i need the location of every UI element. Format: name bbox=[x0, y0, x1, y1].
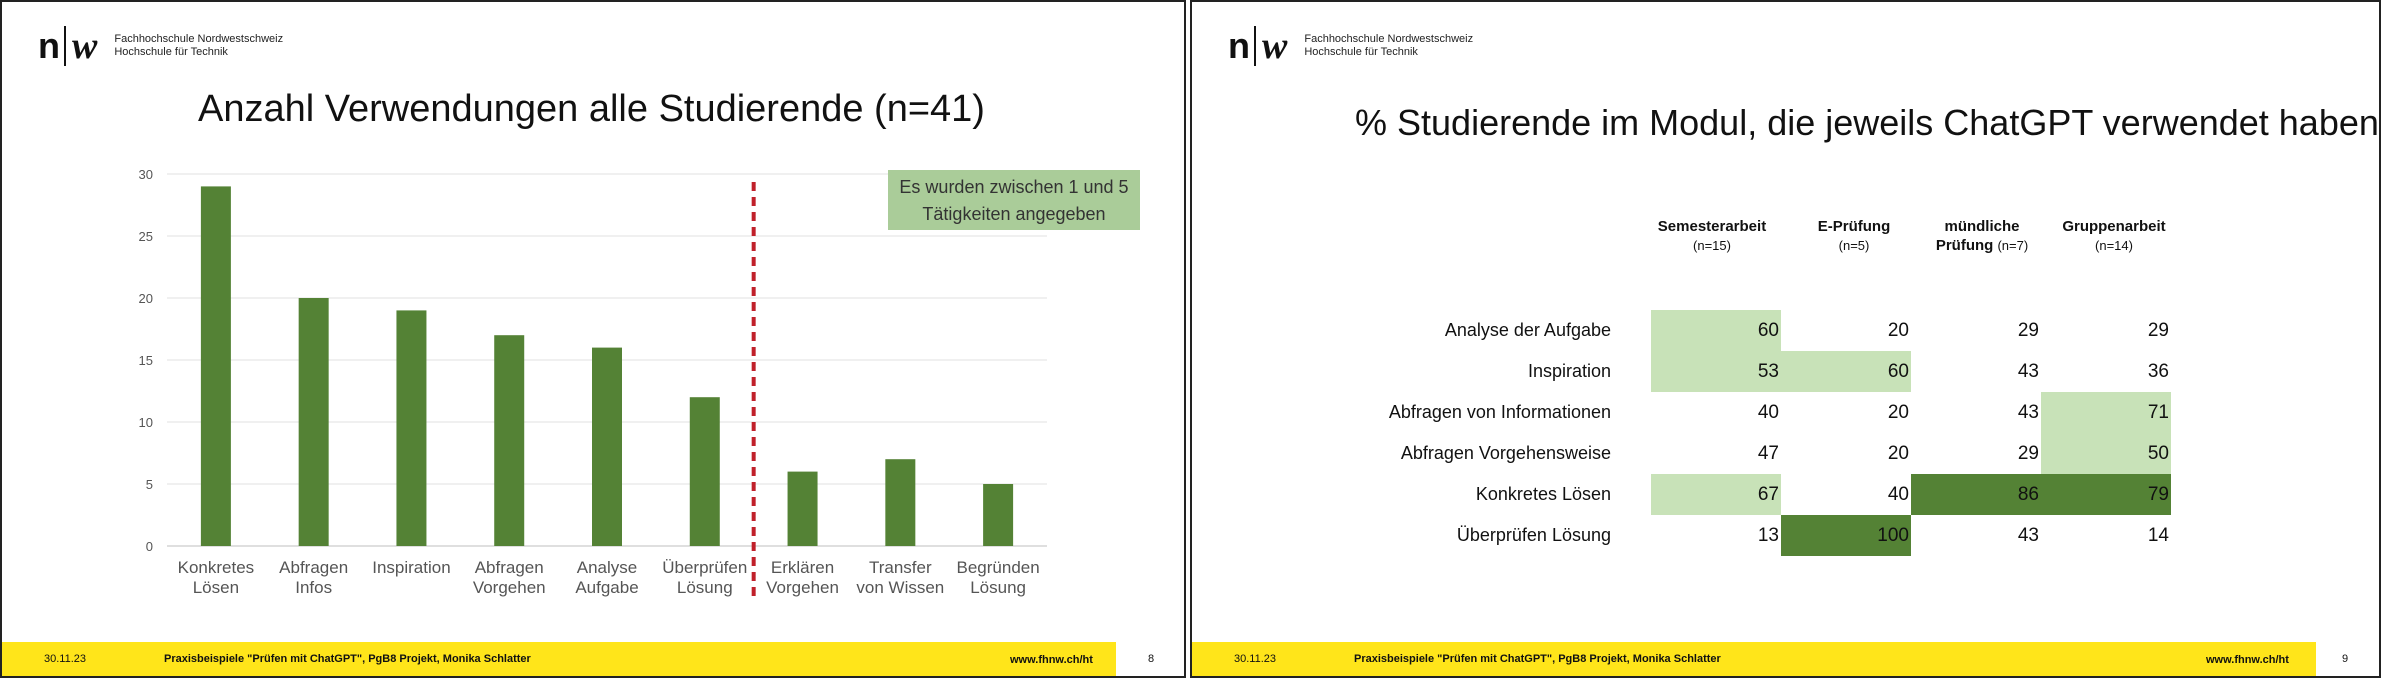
page-number: 8 bbox=[1148, 653, 1155, 665]
table-cell: 36 bbox=[2147, 361, 2169, 382]
footer-text: Praxisbeispiele "Prüfen mit ChatGPT", PgB8 Projekt, Monika Schlatter bbox=[164, 653, 531, 665]
bar bbox=[396, 310, 426, 546]
x-tick-label: Lösen bbox=[192, 578, 240, 597]
column-name: Semesterarbeit bbox=[1657, 218, 1767, 235]
x-tick-label: Abfragen bbox=[279, 558, 349, 577]
school-line-2: Hochschule für Technik bbox=[1304, 46, 1418, 58]
bar bbox=[299, 298, 329, 546]
x-tick-label: Lösung bbox=[970, 578, 1027, 597]
table-cell: 40 bbox=[1757, 402, 1779, 423]
table-cell: 20 bbox=[1887, 443, 1909, 464]
page-number: 9 bbox=[2342, 653, 2349, 665]
footer-date: 30.11.23 bbox=[1234, 653, 1277, 665]
table-cell: 40 bbox=[1887, 484, 1909, 505]
x-tick-label: Lösung bbox=[676, 578, 733, 597]
table-cell: 100 bbox=[1781, 515, 1911, 556]
x-tick-label: Überprüfen bbox=[662, 558, 748, 577]
table-cell: 29 bbox=[2017, 320, 2039, 341]
bar bbox=[690, 397, 720, 546]
row-label: Konkretes Lösen bbox=[1475, 484, 1611, 504]
table-cell: 79 bbox=[2041, 474, 2171, 515]
x-tick-label: Erklären bbox=[770, 558, 835, 577]
fhnw-logo bbox=[1228, 26, 1473, 66]
row-label: Abfragen Vorgehensweise bbox=[1400, 443, 1611, 463]
x-tick-label: Vorgehen bbox=[766, 578, 839, 597]
table-cell: 71 bbox=[2041, 392, 2171, 433]
y-tick-label: 10 bbox=[138, 415, 153, 430]
table-cell: 60 bbox=[1781, 351, 1911, 392]
x-tick-label: Vorgehen bbox=[472, 578, 546, 597]
slide-title: Anzahl Verwendungen alle Studierende (n=41) bbox=[198, 88, 985, 130]
table-cell: 20 bbox=[1887, 402, 1909, 423]
row-label: Analyse der Aufgabe bbox=[1444, 320, 1611, 340]
bar bbox=[592, 348, 622, 546]
column-name-cont: Prüfung (n=7) bbox=[1935, 237, 2029, 254]
footer bbox=[2, 642, 1184, 676]
table-cell: 20 bbox=[1887, 320, 1909, 341]
table-cell: 67 bbox=[1651, 474, 1781, 515]
bar bbox=[788, 472, 818, 546]
table-cell: 14 bbox=[2147, 525, 2169, 546]
school-name bbox=[1304, 33, 1473, 59]
table-cell: 50 bbox=[2041, 433, 2171, 474]
y-tick-label: 30 bbox=[138, 167, 153, 182]
footer-date: 30.11.23 bbox=[44, 653, 87, 665]
y-tick-label: 15 bbox=[138, 353, 153, 368]
table-cell: 60 bbox=[1651, 310, 1781, 351]
logo-mark: n w bbox=[38, 25, 97, 67]
x-tick-label: Analyse bbox=[576, 558, 638, 577]
column-name: Gruppenarbeit bbox=[2062, 218, 2166, 235]
y-tick-label: 5 bbox=[145, 477, 153, 492]
y-tick-label: 20 bbox=[138, 291, 153, 306]
y-tick-label: 25 bbox=[138, 229, 153, 244]
table-cell: 43 bbox=[2017, 402, 2039, 423]
table-cell: 47 bbox=[1757, 443, 1779, 464]
table-cell: 13 bbox=[1757, 525, 1779, 546]
school-line-1: Fachhochschule Nordwestschweiz bbox=[114, 33, 284, 45]
logo-mark: n w bbox=[1228, 25, 1287, 67]
x-tick-label: Inspiration bbox=[372, 558, 451, 577]
x-tick-label: Abfragen bbox=[474, 558, 544, 577]
column-name: E-Prüfung bbox=[1817, 218, 1891, 235]
x-tick-label: Infos bbox=[295, 578, 333, 597]
column-n: (n=5) bbox=[1838, 238, 1870, 253]
x-tick-label: Konkretes bbox=[177, 558, 255, 577]
table-cell: 43 bbox=[2017, 361, 2039, 382]
bar bbox=[885, 459, 915, 546]
slide-title: % Studierende im Modul, die jeweils ChatGPT verwendet haben bbox=[1355, 102, 2379, 143]
bar-chart bbox=[2, 2, 1186, 622]
x-tick-label: von Wissen bbox=[856, 578, 945, 597]
note-box: Es wurden zwischen 1 und 5 Tätigkeiten angegeben bbox=[888, 170, 1140, 230]
column-name: mündliche bbox=[1944, 218, 2020, 235]
column-header bbox=[2024, 217, 2204, 255]
x-tick-label: Transfer bbox=[868, 558, 932, 577]
y-tick-label: 0 bbox=[145, 539, 153, 554]
school-line-2: Hochschule für Technik bbox=[114, 46, 228, 58]
table-cell: 53 bbox=[1651, 351, 1781, 392]
footer-url[interactable]: www.fhnw.ch/ht bbox=[1010, 654, 1093, 666]
bar bbox=[201, 186, 231, 546]
footer-url[interactable]: www.fhnw.ch/ht bbox=[2206, 654, 2289, 666]
table-cell: 29 bbox=[2147, 320, 2169, 341]
x-tick-label: Begründen bbox=[956, 558, 1040, 577]
slide-8 bbox=[0, 0, 1186, 678]
column-n: (n=15) bbox=[1693, 238, 1731, 253]
row-label: Überprüfen Lösung bbox=[1456, 525, 1611, 545]
bar bbox=[494, 335, 524, 546]
x-tick-label: Aufgabe bbox=[575, 578, 639, 597]
footer bbox=[1192, 642, 2379, 676]
table-cell: 29 bbox=[2017, 443, 2039, 464]
row-label: Inspiration bbox=[1527, 361, 1611, 381]
table-cell: 86 bbox=[1911, 474, 2041, 515]
column-n: (n=14) bbox=[2095, 238, 2133, 253]
table-cell: 43 bbox=[2017, 525, 2039, 546]
row-label: Abfragen von Informationen bbox=[1388, 402, 1611, 422]
footer-text: Praxisbeispiele "Prüfen mit ChatGPT", PgB8 Projekt, Monika Schlatter bbox=[1354, 653, 1721, 665]
school-line-1: Fachhochschule Nordwestschweiz bbox=[1304, 33, 1474, 45]
bar bbox=[983, 484, 1013, 546]
slide-9 bbox=[1190, 0, 2381, 678]
